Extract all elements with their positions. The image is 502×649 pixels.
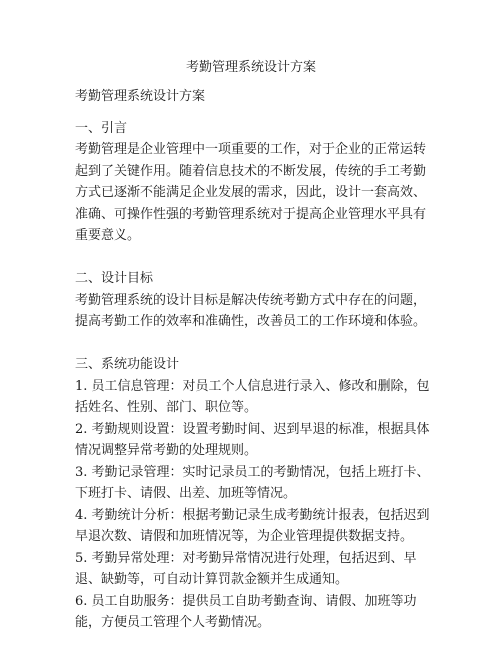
document-subtitle: 考勤管理系统设计方案 xyxy=(75,89,206,104)
section-heading-functions: 三、系统功能设计 xyxy=(75,357,180,372)
list-item: 6. 员工自助服务：提供员工自助考勤查询、请假、加班等功能，方便员工管理个人考勤情况。 xyxy=(75,593,417,630)
document-body xyxy=(75,86,435,634)
list-item: 5. 考勤异常处理：对考勤异常情况进行处理，包括迟到、早退、缺勤等，可自动计算罚款金额并生成通知。 xyxy=(75,550,417,587)
spacer xyxy=(75,108,435,118)
spacer xyxy=(75,333,435,355)
document-title: 考勤管理系统设计方案 xyxy=(185,60,316,75)
list-item: 3. 考勤记录管理：实时记录员工的考勤情况，包括上班打卡、下班打卡、请假、出差、加班等情况。 xyxy=(75,464,430,501)
list-item: 4. 考勤统计分析：根据考勤记录生成考勤统计报表，包括迟到早退次数、请假和加班情况等，为企业管理提供数据支持。 xyxy=(75,507,430,544)
section-heading-intro: 一、引言 xyxy=(75,120,128,136)
section-heading-goals: 二、设计目标 xyxy=(75,271,154,286)
list-item: 1. 员工信息管理：对员工个人信息进行录入、修改和删除，包括姓名、性别、部门、职位等。 xyxy=(75,378,430,415)
paragraph: 考勤管理系统的设计目标是解决传统考勤方式中存在的问题，提高考勤工作的效率和准确性，改善员工的工作环境和体验。 xyxy=(75,292,427,329)
spacer xyxy=(75,247,435,269)
list-item: 2. 考勤规则设置：设置考勤时间、迟到早退的标准，根据具体情况调整异常考勤的处理规则。 xyxy=(75,421,430,458)
paragraph: 考勤管理是企业管理中一项重要的工作，对于企业的正常运转起到了关键作用。随着信息技术的不断发展，传统的手工考勤方式已逐渐不能满足企业发展的需求，因此，设计一套高效、准确、可操作性强的考勤管理系统对于提高企业管理水平具有重要意义。 xyxy=(75,142,427,243)
